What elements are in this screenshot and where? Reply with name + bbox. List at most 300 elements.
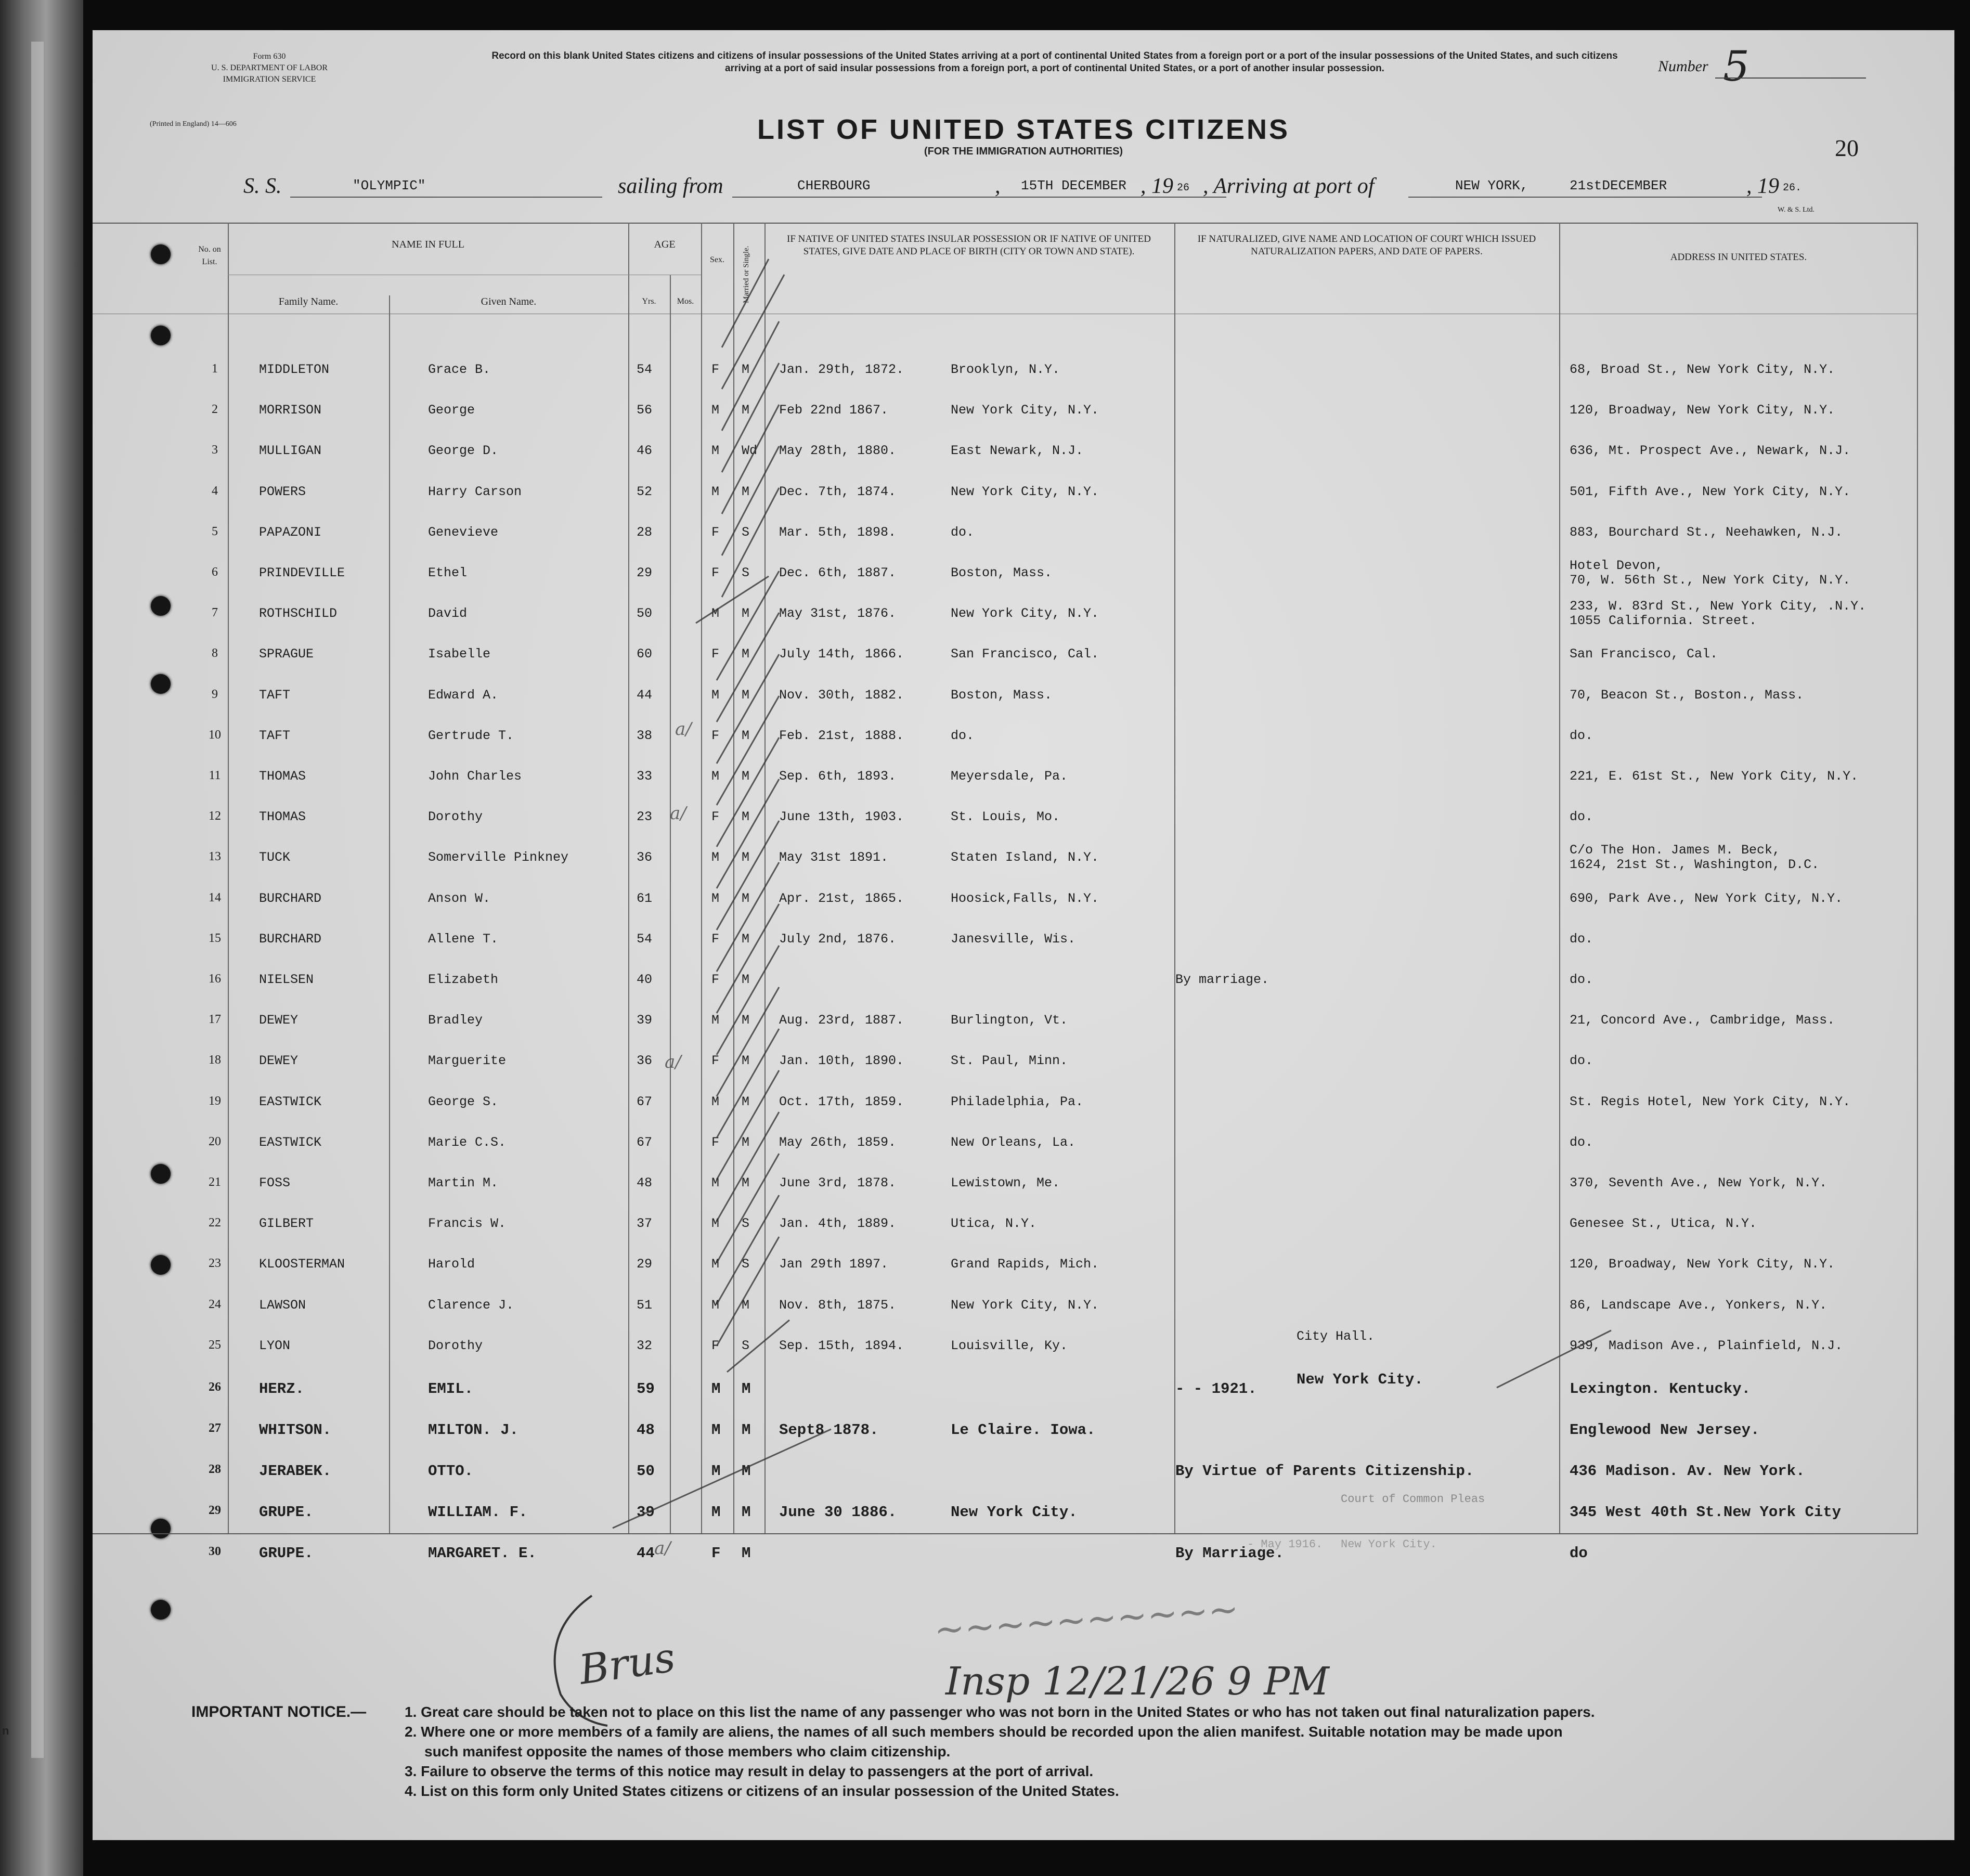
cell-sex: F xyxy=(711,1338,720,1353)
cell-pob: New York City, N.Y. xyxy=(951,403,1099,418)
cell-given: Marie C.S. xyxy=(428,1134,507,1150)
cell-pob: Boston, Mass. xyxy=(951,687,1053,703)
voyage-line: S. S. "OLYMPIC" sailing from CHERBOURG , 15TH DECEMBER , 19 26 , Arriving at port of NEW YORK, 21stDECEMBER , 19 26. xyxy=(243,174,1802,198)
cell-no: 18 xyxy=(209,1053,221,1067)
cell-sex: M xyxy=(711,1013,720,1028)
cell-no: 7 xyxy=(212,606,218,620)
cell-pob: New York City, N.Y. xyxy=(951,606,1099,622)
cell-given: Edward A. xyxy=(428,687,499,703)
col-native-header: IF NATIVE OF UNITED STATES INSULAR POSSESSION OR IF NATIVE OF UNITED STATES, GIVE DATE AND PLACE OF BIRTH (CITY OR TOWN AND STATE). xyxy=(787,234,1151,257)
cell-married: M xyxy=(742,1463,751,1480)
cell-family: LYON xyxy=(259,1338,291,1353)
cell-dob: Nov. 30th, 1882. xyxy=(779,687,904,703)
list-number-value: 5 xyxy=(1723,42,1749,90)
cell-addr: St. Regis Hotel, New York City, N.Y. xyxy=(1570,1094,1851,1109)
cell-pob: New York City, N.Y. xyxy=(951,1297,1099,1313)
cell-given: Elizabeth xyxy=(428,972,499,987)
form-identifier: Form 630 U. S. DEPARTMENT OF LABOR IMMIGRATION SERVICE (Printed in England) 14—606 xyxy=(150,52,328,128)
cell-no: 29 xyxy=(209,1504,221,1517)
cell-addr: 233, W. 83rd St., New York City, .N.Y. xyxy=(1570,599,1867,614)
cell-addr: 86, Landscape Ave., Yonkers, N.Y. xyxy=(1570,1297,1828,1313)
col-family-header: Family Name. xyxy=(278,296,339,307)
cell-married: M xyxy=(742,687,750,703)
faint-court-note: Court of Common Pleas xyxy=(1341,1493,1485,1506)
form-instruction: Record on this blank United States citizens and citizens of insular possessions of the United States arriving at a port of continental United States from a foreign port or a port of the insular possessions of the United States, and such citizens arriving at a port of said insular possessions from a foreign port, a port of continental United States, or a port of another insular possession. xyxy=(491,50,1618,74)
page-number: 20 xyxy=(1835,135,1859,161)
cell-pob: St. Louis, Mo. xyxy=(951,809,1060,825)
cell-no: 22 xyxy=(209,1216,221,1230)
cell-sex: F xyxy=(711,524,720,540)
page-title: LIST OF UNITED STATES CITIZENS xyxy=(757,114,1290,145)
inspector-initials: Brus xyxy=(576,1634,678,1694)
cell-family: TAFT xyxy=(259,687,291,703)
cell-sex: F xyxy=(711,972,720,987)
cell-addr: 501, Fifth Ave., New York City, N.Y. xyxy=(1570,484,1851,499)
manifest-page: Form 630 U. S. DEPARTMENT OF LABOR IMMIGRATION SERVICE (Printed in England) 14—606 Record on this blank United States citizens and citizens of insular possessions of the United States arriving at a port of continental United States from a foreign port or a port of the insular possessions of the United States, and such citizens arriving at a port of said insular possessions from a foreign port, a port of continental United States, or a port of another insular possession. LIST OF UNITED STATES CITIZENS (FOR THE IMMIGRATION AUTHORITIES) Number 5 20 S. S. "OLYMPIC" sailing from CHERBOURG , 15TH DECEMBER , 19 26 , Arriving at port of NEW YORK, 21stDECEMBER , 19 26. W. & S. Ltd. No. on List. NAME IN FULL Family Name. Given Name. AGE Yrs. Mos. Sex. Married or Single. IF NATIVE OF UNITED STATES INSULAR POSSESSION OR IF NATIVE OF UNITED STATES, GIVE DATE AND PLACE OF BIRTH (CITY OR TOWN AND STATE). IF NATURALIZED, GIVE NAME AND LOCATION OF COURT WHICH ISSUED NATURALIZATION PAPERS, AND DATE OF PAPERS. ADDRESS IN UNITED STATES. 1 MIDDLETON Grace B. 54 F M Jan. 29th, 1872. Brooklyn, N.Y. 68, Broad St., New York City, N.Y. 2 MORRISON George 56 M M Feb 22nd 1867. New York City, N.Y. 120, Broadway, New York City, N.Y. 3 MULLIGAN George D. 46 M Wd May 28th, 1880. East Newark, N.J. 636, Mt. Prospect Ave., Newark, N.J. 4 POWERS Harry Carson 52 M M Dec. 7th, 1874. New York City, N.Y. 501, Fifth Ave., New York City, N.Y. 5 PAPAZONI Genevieve 28 F S Mar. 5th, 1898. do. 883, Bourchard St., Neehawken, N.J. 6 PRINDEVILLE Ethel 29 F S Dec. 6th, 1887. Boston, Mass. Hotel Devon, 70, W. 56th St., New York City, N.Y. 7 ROTHSCHILD David 50 M M May 31st, 1876. New York City, N.Y. 233, W. 83rd St., New York City, .N.Y. 1055 California. Street. 8 SPRAGUE Isabelle 60 F M July 14th, 1866. San Francisco, Cal. San Francisco, Cal. 9 TAFT Edward A. 44 M M Nov. 30th, 1882. Boston, Mass. 70, Beacon St., Boston., Mass. 10 TAFT Gertrude T. 38 F M Feb. 21st, 1888. do. do. 11 THOMAS John Charles 33 M M Sep. 6th, 1893. Meyersdale, Pa. 221, E. 61st St., New York City, N.Y. 12 THOMAS Dorothy 23 F M June 13th, 1903. St. Louis, Mo. do. 13 TUCK Somerville Pinkney 36 M M May 31st 1891. Staten Island, N.Y. C/o The Hon. James M. Beck, 1624, 21st St., Washington, D.C. 14 BURCHARD Anson W. 61 M M Apr. 21st, 1865. Hoosick,Falls, N.Y. 690, Park Ave., New York City, N.Y. 15 BURCHARD Allene T. 54 F M July 2nd, 1876. Janesville, Wis. do. 16 NIELSEN Elizabeth 40 F M By marriage. do. 17 DEWEY Bradley 39 M M Aug. 23rd, 1887. Burlington, Vt. 21, Concord Ave., Cambridge, Mass. 18 DEWEY Marguerite 36 F M Jan. 10th, 1890. St. Paul, Minn. do. 19 EASTWICK George S. 67 M M Oct. 17th, 1859. Philadelphia, Pa. St. Regis Hotel, New York City, N.Y. 20 EASTWICK Marie C.S. 67 F M May 26th, 1859. New Orleans, La. do. 21 FOSS Martin M. 48 M M June 3rd, 1878. Lewistown, Me. 370, Seventh Ave., New York, N.Y. 22 GILBERT Francis W. 37 M S Jan. 4th, 1889. Utica, N.Y. Genesee St., Utica, N.Y. 23 KLOOSTERMAN Harold 29 M S Jan 29th 1897. Grand Rapids, Mich. 120, Broadway, New York City, N.Y. 24 LAWSON Clarence J. 51 M M Nov. 8th, 1875. New York City, N.Y. 86, Landscape Ave., Yonkers, N.Y. 25 LYON Dorothy 32 F S Sep. 15th, 1894. Louisville, Ky. City Hall. 939, Madison Ave., Plainfield, N.J. 26 HERZ. EMIL. 59 M M - - 1921. New York City. Lexington. Kentucky. 27 WHITSON. MILTON. J. 48 M M Sept8 1878. Le Claire. Iowa. Englewood New Jersey. 28 JERABEK. OTTO. 50 M M By Virtue of Parents Citizenship. 436 Madison. Av. New York. 29 GRUPE. WILLIAM. F. 39 M M June 30 1886. New York City. 345 West 40th St.New York City 30 GRUPE. MARGARET. E. 44 F M By Marriage. do Brus ~~~~~~~~~~ Insp 12/21/26 9 PM a/ a/ a/ a/ IMPORTANT NOTICE.— 1. Great care should be taken not to place on this list the name of any passenger who was not born in the United States or who has not taken out final naturalization papers. 2. Where one or more members of a family are aliens, the names of all such members should be recorded upon the alien manifest. Suitable notation may be made upon such manifest opposite the names of those members who claim citizenship. 3. Failure to observe the terms of this notice may result in delay to passengers at the port of arrival. 4. List on this form only United States citizens or citizens of an insular possession of the United States. Court of Common Pleas - May 1916. New York City. xyxy=(93,30,1954,1840)
cell-no: 25 xyxy=(209,1338,221,1352)
col-no-header: No. on List. xyxy=(198,245,221,266)
page-subtitle: (FOR THE IMMIGRATION AUTHORITIES) xyxy=(924,146,1123,157)
cell-addr: do. xyxy=(1570,1053,1593,1069)
col-name-header: NAME IN FULL xyxy=(392,239,464,250)
cell-dob: Jan. 4th, 1889. xyxy=(779,1216,897,1232)
cell-given: Martin M. xyxy=(428,1175,499,1191)
cell-pob: Le Claire. Iowa. xyxy=(951,1421,1096,1439)
cell-pob: East Newark, N.J. xyxy=(951,443,1084,459)
cell-yrs: 36 xyxy=(637,1053,653,1069)
cell-pob: New York City, N.Y. xyxy=(951,484,1099,499)
cell-given: Bradley xyxy=(428,1013,483,1028)
cell-addr: 21, Concord Ave., Cambridge, Mass. xyxy=(1570,1013,1835,1028)
cell-family: MULLIGAN xyxy=(259,443,322,459)
cell-married: M xyxy=(742,1421,751,1439)
cell-dob: July 14th, 1866. xyxy=(779,646,904,662)
cell-married: Wd xyxy=(742,443,758,459)
cell-no: 28 xyxy=(209,1463,221,1476)
cell-given: George xyxy=(428,403,475,418)
cell-addr: San Francisco, Cal. xyxy=(1570,646,1718,662)
cell-married: M xyxy=(742,1297,750,1313)
cell-no: 26 xyxy=(209,1380,221,1394)
cell-yrs: 48 xyxy=(637,1175,653,1191)
cell-given: David xyxy=(428,606,468,622)
notice-item: such manifest opposite the names of those members who claim citizenship. xyxy=(424,1743,951,1759)
cell-pob: do. xyxy=(951,524,975,540)
cell-no: 27 xyxy=(209,1421,221,1435)
cell-dob: May 31st 1891. xyxy=(779,850,889,865)
cell-dob: Dec. 6th, 1887. xyxy=(779,565,897,580)
cell-given: MARGARET. E. xyxy=(428,1545,537,1562)
cell-married: M xyxy=(742,1053,750,1069)
cell-dob: June 13th, 1903. xyxy=(779,809,904,825)
cell-family: BURCHARD xyxy=(259,890,322,906)
cell-married: S xyxy=(742,524,750,540)
cell-no: 16 xyxy=(209,972,221,986)
cell-given: Harry Carson xyxy=(428,484,522,499)
cell-addr: 120, Broadway, New York City, N.Y. xyxy=(1570,403,1835,418)
cell-dob: Sep. 15th, 1894. xyxy=(779,1338,904,1353)
cell-nat: By marriage. xyxy=(1175,972,1269,987)
cell-addr2: 70, W. 56th St., New York City, N.Y. xyxy=(1570,573,1851,588)
cell-yrs: 56 xyxy=(637,403,653,418)
svg-text:a/: a/ xyxy=(670,803,686,824)
cell-addr: 221, E. 61st St., New York City, N.Y. xyxy=(1570,769,1859,784)
cell-yrs: 44 xyxy=(637,1545,655,1562)
cell-pob: Philadelphia, Pa. xyxy=(951,1094,1084,1109)
cell-pob: Lewistown, Me. xyxy=(951,1175,1060,1191)
svg-text:~~~~~~~~~~: ~~~~~~~~~~ xyxy=(932,1587,1240,1651)
cell-given: Francis W. xyxy=(428,1216,507,1232)
cell-pob: St. Paul, Minn. xyxy=(951,1053,1068,1069)
cell-dob: Feb 22nd 1867. xyxy=(779,403,889,418)
cell-no: 1 xyxy=(212,362,218,376)
cell-family: GRUPE. xyxy=(259,1504,314,1521)
cell-family: BURCHARD xyxy=(259,931,322,947)
cell-dob: Feb. 21st, 1888. xyxy=(779,728,904,743)
cell-family: EASTWICK xyxy=(259,1094,322,1109)
cell-pob: New Orleans, La. xyxy=(951,1134,1076,1150)
notice-item: 3. Failure to observe the terms of this notice may result in delay to passengers at the port of arrival. xyxy=(405,1763,1094,1779)
cell-dob: Dec. 7th, 1874. xyxy=(779,484,897,499)
cell-sex: M xyxy=(711,484,720,499)
cell-no: 11 xyxy=(209,769,221,782)
cell-family: TAFT xyxy=(259,728,291,743)
cell-sex: F xyxy=(711,1053,720,1069)
cell-addr: 883, Bourchard St., Neehawken, N.J. xyxy=(1570,524,1843,540)
cell-no: 3 xyxy=(212,443,218,457)
cell-given: OTTO. xyxy=(428,1463,474,1480)
cell-yrs: 54 xyxy=(637,362,653,377)
cell-sex: M xyxy=(711,1463,721,1480)
cell-sex: F xyxy=(711,1545,721,1562)
arrival-date: 21stDECEMBER xyxy=(1570,178,1667,193)
cell-no: 30 xyxy=(209,1545,221,1558)
cell-given: Ethel xyxy=(428,565,468,580)
cell-married: M xyxy=(742,1380,751,1398)
cell-married: M xyxy=(742,931,750,947)
col-address-header: ADDRESS IN UNITED STATES. xyxy=(1670,252,1807,263)
cell-addr: 70, Beacon St., Boston., Mass. xyxy=(1570,687,1804,703)
cell-sex: M xyxy=(711,1421,721,1439)
cell-family: MIDDLETON xyxy=(259,362,330,377)
cell-sex: F xyxy=(711,728,720,743)
cell-no: 9 xyxy=(212,687,218,701)
cell-nat2: City Hall. xyxy=(1297,1328,1375,1344)
cell-yrs: 32 xyxy=(637,1338,653,1353)
cell-yrs: 52 xyxy=(637,484,653,499)
cell-no: 24 xyxy=(209,1297,221,1311)
cell-yrs: 39 xyxy=(637,1504,655,1521)
cell-nat: - - 1921. xyxy=(1175,1380,1257,1398)
cell-yrs: 61 xyxy=(637,890,653,906)
cell-addr: 68, Broad St., New York City, N.Y. xyxy=(1570,362,1835,377)
cell-given: Genevieve xyxy=(428,524,499,540)
cell-sex: M xyxy=(711,890,720,906)
cell-sex: M xyxy=(711,687,720,703)
notice-item: 2. Where one or more members of a family are aliens, the names of all such members should be recorded upon the alien manifest. Suitable notation may be made upon xyxy=(405,1724,1563,1740)
cell-married: S xyxy=(742,1216,750,1232)
cell-yrs: 59 xyxy=(637,1380,655,1398)
cell-given: Dorothy xyxy=(428,1338,483,1353)
cell-given: George D. xyxy=(428,443,499,459)
departure-port: CHERBOURG xyxy=(797,178,871,193)
cell-sex: M xyxy=(711,1504,721,1521)
cell-addr: do. xyxy=(1570,931,1593,947)
cell-family: DEWEY xyxy=(259,1053,299,1069)
cell-married: M xyxy=(742,362,750,377)
cell-given: Clarence J. xyxy=(428,1297,514,1313)
cell-married: M xyxy=(742,809,750,825)
cell-yrs: 38 xyxy=(637,728,653,743)
cell-no: 2 xyxy=(212,403,218,417)
cell-addr: 690, Park Ave., New York City, N.Y. xyxy=(1570,890,1843,906)
cell-sex: M xyxy=(711,1175,720,1191)
arrival-port: NEW YORK, xyxy=(1455,178,1528,193)
cell-given: Anson W. xyxy=(428,890,491,906)
cell-family: POWERS xyxy=(259,484,306,499)
cell-pob: Boston, Mass. xyxy=(951,565,1053,580)
cell-sex: F xyxy=(711,362,720,377)
inspection-signature: Insp 12/21/26 9 PM xyxy=(945,1659,1329,1704)
cell-given: George S. xyxy=(428,1094,499,1109)
svg-text:a/: a/ xyxy=(654,1538,671,1559)
cell-no: 4 xyxy=(212,484,218,498)
ship-name: "OLYMPIC" xyxy=(353,178,426,193)
cell-family: GILBERT xyxy=(259,1216,314,1232)
cell-pob: Louisville, Ky. xyxy=(951,1338,1068,1353)
cell-given: EMIL. xyxy=(428,1380,474,1398)
cell-family: MORRISON xyxy=(259,403,322,418)
cell-dob: Nov. 8th, 1875. xyxy=(779,1297,897,1313)
cell-pob: Utica, N.Y. xyxy=(951,1216,1037,1232)
cell-yrs: 67 xyxy=(637,1094,653,1109)
cell-addr: 345 West 40th St.New York City xyxy=(1570,1504,1842,1521)
cell-yrs: 67 xyxy=(637,1134,653,1150)
cell-nat2: New York City. xyxy=(1297,1371,1423,1388)
cell-pob: Hoosick,Falls, N.Y. xyxy=(951,890,1099,906)
notice-item: 4. List on this form only United States citizens or citizens of an insular possession of the United States. xyxy=(405,1783,1119,1799)
col-age-header: AGE xyxy=(654,239,676,250)
cell-dob: Jan. 29th, 1872. xyxy=(779,362,904,377)
margin-letter: n xyxy=(2,1724,9,1737)
cell-pob: Burlington, Vt. xyxy=(951,1013,1068,1028)
cell-married: M xyxy=(742,890,750,906)
cell-sex: F xyxy=(711,1134,720,1150)
cell-family: WHITSON. xyxy=(259,1421,332,1439)
cell-no: 6 xyxy=(212,565,218,579)
cell-dob: Jan 29th 1897. xyxy=(779,1257,889,1272)
cell-family: DEWEY xyxy=(259,1013,299,1028)
cell-married: S xyxy=(742,1338,750,1353)
cell-addr: Lexington. Kentucky. xyxy=(1570,1380,1751,1398)
cell-dob: May 28th, 1880. xyxy=(779,443,897,459)
cell-family: ROTHSCHILD xyxy=(259,606,338,622)
cell-family: SPRAGUE xyxy=(259,646,314,662)
cell-yrs: 50 xyxy=(637,606,653,622)
cell-pob: New York City. xyxy=(951,1504,1078,1521)
cell-given: Marguerite xyxy=(428,1053,507,1069)
cell-given: Harold xyxy=(428,1257,475,1272)
cell-yrs: 39 xyxy=(637,1013,653,1028)
cell-sex: M xyxy=(711,1297,720,1313)
cell-married: M xyxy=(742,850,750,865)
cell-married: M xyxy=(742,1504,751,1521)
cell-addr2: 1624, 21st St., Washington, D.C. xyxy=(1570,857,1820,873)
cell-dob: June 3rd, 1878. xyxy=(779,1175,897,1191)
notice-item: 1. Great care should be taken not to place on this list the name of any passenger who was not born in the United States or who has not taken out final naturalization papers. xyxy=(405,1704,1595,1720)
cell-given: Somerville Pinkney xyxy=(428,850,569,865)
cell-family: JERABEK. xyxy=(259,1463,332,1480)
cell-sex: M xyxy=(711,443,720,459)
cell-family: FOSS xyxy=(259,1175,291,1191)
cell-no: 13 xyxy=(209,850,221,864)
cell-yrs: 36 xyxy=(637,850,653,865)
cell-sex: M xyxy=(711,1094,720,1109)
cell-sex: M xyxy=(711,850,720,865)
cell-married: M xyxy=(742,1094,750,1109)
cell-family: HERZ. xyxy=(259,1380,305,1398)
cell-family: THOMAS xyxy=(259,809,306,825)
cell-married: M xyxy=(742,403,750,418)
cell-yrs: 28 xyxy=(637,524,653,540)
cell-addr: 120, Broadway, New York City, N.Y. xyxy=(1570,1257,1835,1272)
cell-pob: San Francisco, Cal. xyxy=(951,646,1099,662)
cell-married: M xyxy=(742,1013,750,1028)
cell-family: NIELSEN xyxy=(259,972,314,987)
cell-sex: F xyxy=(711,565,720,580)
cell-addr: Genesee St., Utica, N.Y. xyxy=(1570,1216,1757,1232)
cell-dob: Oct. 17th, 1859. xyxy=(779,1094,904,1109)
cell-no: 15 xyxy=(209,931,221,945)
cell-married: S xyxy=(742,1257,750,1272)
cell-married: M xyxy=(742,484,750,499)
cell-sex: M xyxy=(711,403,720,418)
cell-nat: By Virtue of Parents Citizenship. xyxy=(1175,1463,1474,1480)
cell-yrs: 37 xyxy=(637,1216,653,1232)
col-given-header: Given Name. xyxy=(481,296,537,307)
cell-addr: do. xyxy=(1570,972,1593,987)
cell-sex: M xyxy=(711,1380,721,1398)
cell-no: 10 xyxy=(209,728,221,742)
cell-family: KLOOSTERMAN xyxy=(259,1257,345,1272)
cell-sex: M xyxy=(711,769,720,784)
cell-dob: Aug. 23rd, 1887. xyxy=(779,1013,904,1028)
cell-addr2: 1055 California. Street. xyxy=(1570,613,1757,629)
cell-married: M xyxy=(742,606,750,622)
cell-no: 8 xyxy=(212,646,218,661)
cell-yrs: 46 xyxy=(637,443,653,459)
handwritten-marks xyxy=(93,30,1954,1840)
cell-no: 19 xyxy=(209,1094,221,1108)
cell-dob: Mar. 5th, 1898. xyxy=(779,524,897,540)
cell-family: PAPAZONI xyxy=(259,524,322,540)
cell-yrs: 23 xyxy=(637,809,653,825)
cell-no: 5 xyxy=(212,524,218,538)
cell-no: 21 xyxy=(209,1175,221,1189)
printer-mark: W. & S. Ltd. xyxy=(1778,206,1815,214)
cell-yrs: 48 xyxy=(637,1421,655,1439)
cell-sex: M xyxy=(711,1216,720,1232)
departure-date: 15TH DECEMBER xyxy=(1021,178,1126,193)
cell-no: 17 xyxy=(209,1013,221,1027)
cell-married: M xyxy=(742,972,750,987)
cell-dob: July 2nd, 1876. xyxy=(779,931,897,947)
cell-sex: M xyxy=(711,606,720,622)
cell-family: GRUPE. xyxy=(259,1545,314,1562)
cell-given: Grace B. xyxy=(428,362,491,377)
cell-family: LAWSON xyxy=(259,1297,306,1313)
cell-pob: do. xyxy=(951,728,975,743)
faint-date-note: - May 1916. xyxy=(1247,1538,1323,1551)
cell-yrs: 60 xyxy=(637,646,653,662)
cell-no: 23 xyxy=(209,1257,221,1271)
cell-married: M xyxy=(742,769,750,784)
col-naturalized-header: IF NATURALIZED, GIVE NAME AND LOCATION OF COURT WHICH ISSUED NATURALIZATION PAPERS, AND DATE OF PAPERS. xyxy=(1197,234,1536,257)
cell-addr: Englewood New Jersey. xyxy=(1570,1421,1760,1439)
cell-sex: F xyxy=(711,646,720,662)
cell-married: M xyxy=(742,1175,750,1191)
cell-yrs: 50 xyxy=(637,1463,655,1480)
svg-text:a/: a/ xyxy=(675,719,692,740)
cell-family: THOMAS xyxy=(259,769,306,784)
faint-city-note: New York City. xyxy=(1341,1538,1437,1551)
cell-addr: 636, Mt. Prospect Ave., Newark, N.J. xyxy=(1570,443,1851,459)
cell-yrs: 54 xyxy=(637,931,653,947)
cell-yrs: 29 xyxy=(637,1257,653,1272)
cell-given: MILTON. J. xyxy=(428,1421,519,1439)
cell-addr: 436 Madison. Av. New York. xyxy=(1570,1463,1805,1480)
cell-family: EASTWICK xyxy=(259,1134,322,1150)
cell-given: John Charles xyxy=(428,769,522,784)
cell-married: M xyxy=(742,1545,751,1562)
cell-pob: Brooklyn, N.Y. xyxy=(951,362,1060,377)
cell-yrs: 51 xyxy=(637,1297,653,1313)
cell-addr: C/o The Hon. James M. Beck, xyxy=(1570,843,1781,858)
svg-text:a/: a/ xyxy=(665,1052,681,1072)
cell-given: Gertrude T. xyxy=(428,728,514,743)
cell-addr: 939, Madison Ave., Plainfield, N.J. xyxy=(1570,1338,1843,1353)
cell-addr: do. xyxy=(1570,1134,1593,1150)
cell-given: Dorothy xyxy=(428,809,483,825)
cell-dob: Sep. 6th, 1893. xyxy=(779,769,897,784)
cell-addr: do. xyxy=(1570,728,1593,743)
cell-married: M xyxy=(742,728,750,743)
cell-pob: Janesville, Wis. xyxy=(951,931,1076,947)
cell-pob: Meyersdale, Pa. xyxy=(951,769,1068,784)
cell-dob: Sept8 1878. xyxy=(779,1421,879,1439)
cell-no: 14 xyxy=(209,890,221,904)
col-sex-header: Sex. xyxy=(710,255,724,264)
cell-married: M xyxy=(742,1134,750,1150)
cell-addr: do. xyxy=(1570,809,1593,825)
list-number: Number 5 xyxy=(1658,48,1866,80)
cell-addr: do xyxy=(1570,1545,1588,1562)
cell-given: WILLIAM. F. xyxy=(428,1504,528,1521)
cell-pob: Grand Rapids, Mich. xyxy=(951,1257,1099,1272)
cell-yrs: 40 xyxy=(637,972,653,987)
cell-pob: Staten Island, N.Y. xyxy=(951,850,1099,865)
passenger-table: No. on List. NAME IN FULL Family Name. Given Name. AGE Yrs. Mos. Sex. Married or Single. IF NATIVE OF UNITED STATES INSULAR POSSESSION OR IF NATIVE OF UNITED STATES, GIVE DATE AND PLACE OF BIRTH (CITY OR TOWN AND STATE). IF NATURALIZED, GIVE NAME AND LOCATION OF COURT WHICH ISSUED NATURALIZATION PAPERS, AND DATE OF PAPERS. ADDRESS IN UNITED STATES. 1 MIDDLETON Grace B. 54 F M Jan. 29th, 1872. Brooklyn, N.Y. 68, Broad St., New York City, N.Y. 2 MORRISON George 56 M M Feb 22nd 1867. New York City, N.Y. 120, Broadway, New York City, N.Y. 3 MULLIGAN George D. 46 M Wd May 28th, 1880. East Newark, N.J. 636, Mt. Prospect Ave., Newark, N.J. 4 POWERS Harry Carson 52 M M Dec. 7th, 1874. New York City, N.Y. 501, Fifth Ave., New York City, N.Y. 5 PAPAZONI Genevieve 28 F S Mar. 5th, 1898. do. 883, Bourchard St., Neehawken, N.J. 6 PRINDEVILLE Ethel 29 F S Dec. 6th, 1887. Boston, Mass. Hotel Devon, 70, W. 56th St., New York City, N.Y. 7 ROTHSCHILD David 50 M M May 31st, 1876. New York City, N.Y. 233, W. 83rd St., New York City, .N.Y. 1055 California. Street. 8 SPRAGUE Isabelle 60 F M July 14th, 1866. San Francisco, Cal. San Francisco, Cal. 9 TAFT Edward A. 44 M M Nov. 30th, 1882. Boston, Mass. 70, Beacon St., Boston., Mass. 10 TAFT Gertrude T. 38 F M Feb. 21st, 1888. do. do. 11 THOMAS John Charles 33 M M Sep. 6th, 1893. Meyersdale, Pa. 221, E. 61st St., New York City, N.Y. 12 THOMAS Dorothy 23 F M June 13th, 1903. St. Louis, Mo. do. 13 TUCK Somerville Pinkney 36 M M May 31st 1891. Staten Island, N.Y. C/o The Hon. James M. Beck, 1624, 21st St., Washington, D.C. 14 BURCHARD Anson W. 61 M M Apr. 21st, 1865. Hoosick,Falls, N.Y. 690, Park Ave., New York City, N.Y. 15 BURCHARD Allene T. 54 F M July 2nd, 1876. Janesville, Wis. do. 16 NIELSEN Elizabeth 40 F M By marriage. do. 17 DEWEY Bradley 39 M M Aug. 23rd, 1887. Burlington, Vt. 21, Concord Ave., Cambridge, Mass. 18 DEWEY Marguerite 36 F M Jan. 10th, 1890. St. Paul, Minn. do. 19 EASTWICK George S. 67 M M Oct. 17th, 1859. Philadelphia, Pa. St. Regis Hotel, New York City, N.Y. 20 EASTWICK Marie C.S. 67 F M May 26th, 1859. New Orleans, La. do. 21 FOSS Martin M. 48 M M June 3rd, 1878. Lewistown, Me. 370, Seventh Ave., New York, N.Y. 22 GILBERT Francis W. 37 M S Jan. 4th, 1889. Utica, N.Y. Genesee St., Utica, N.Y. 23 KLOOSTERMAN Harold 29 M S Jan 29th 1897. Grand Rapids, Mich. 120, Broadway, New York City, N.Y. 24 LAWSON Clarence J. 51 M M Nov. 8th, 1875. New York City, N.Y. 86, Landscape Ave., Yonkers, N.Y. 25 LYON Dorothy 32 F S Sep. 15th, 1894. Louisville, Ky. City Hall. 939, Madison Ave., Plainfield, N.J. 26 HERZ. EMIL. 59 M M - - 1921. New York City. Lexington. Kentucky. 27 WHITSON. MILTON. J. 48 M M Sept8 1878. Le Claire. Iowa. Englewood New Jersey. 28 JERABEK. OTTO. 50 M M By Virtue of Parents Citizenship. 436 Madison. Av. New York. 29 GRUPE. WILLIAM. F. 39 M M June 30 1886. New York City. 345 West 40th St.New York City 30 GRUPE. MARGARET. E. 44 F M By Marriage. do xyxy=(93,223,1954,1549)
cell-yrs: 29 xyxy=(637,565,653,580)
col-married-header: Married or Single. xyxy=(742,245,750,304)
cell-family: TUCK xyxy=(259,850,291,865)
cell-family: PRINDEVILLE xyxy=(259,565,345,580)
cell-addr: Hotel Devon, xyxy=(1570,558,1664,573)
cell-no: 12 xyxy=(209,809,221,823)
cell-married: S xyxy=(742,565,750,580)
cell-given: Isabelle xyxy=(428,646,491,662)
cell-yrs: 44 xyxy=(637,687,653,703)
